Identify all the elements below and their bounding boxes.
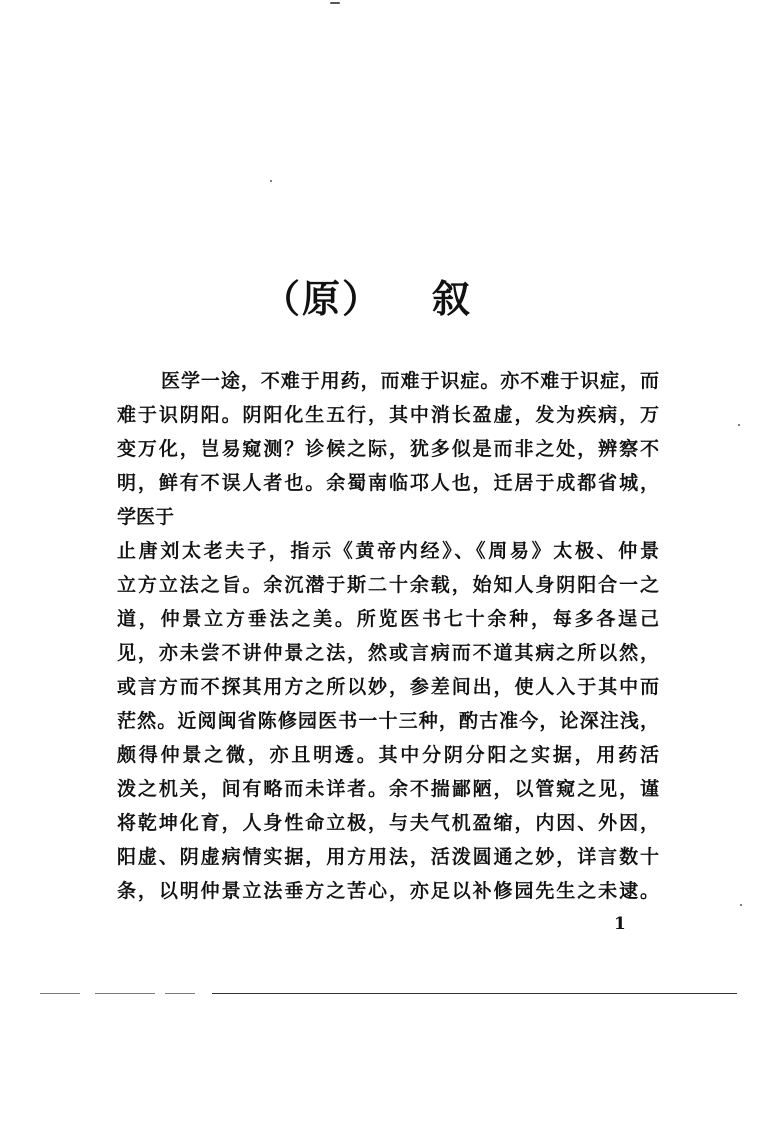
text-line: 医学一途，不难于用药，而难于识症。亦不难于识症，而: [161, 370, 659, 392]
scan-speck: [740, 904, 742, 906]
text-line: 道，仲景立方垂法之美。所览医书七十余种，每多各逞己: [117, 608, 659, 630]
text-line: 明，鲜有不误人者也。余蜀南临邛人也，迁居于成都省城，: [117, 472, 659, 494]
text-line: 见，亦未尝不讲仲景之法，然或言病而不道其病之所以然，: [117, 642, 659, 664]
text-line: 将乾坤化育，人身性命立极，与夫气机盈缩，内因、外因，: [117, 812, 659, 834]
text-line: 或言方而不探其用方之所以妙，参差间出，使人入于其中而: [117, 676, 659, 698]
text-line: 颇得仲景之微，亦且明透。其中分阴分阳之实据，用药活: [117, 744, 659, 766]
text-line: 立方立法之旨。余沉潜于斯二十余载，始知人身阴阳合一之: [117, 574, 659, 596]
scan-speck: [330, 2, 340, 4]
scan-speck: [270, 180, 272, 182]
text-line: 泼之机关，间有略而未详者。余不揣鄙陋，以管窥之见，谨: [117, 778, 659, 800]
scan-dash: [95, 993, 155, 994]
text-line: 难于识阴阳。阴阳化生五行，其中消长盈虚，发为疾病，万: [117, 404, 659, 426]
text-line: 学医于: [117, 506, 175, 528]
bottom-rule: [212, 993, 737, 994]
text-line: 条，以明仲景立法垂方之苦心，亦足以补修园先生之未逮。: [117, 880, 659, 902]
text-line: 阳虚、阴虚病情实据，用方用法，活泼圆通之妙，详言数十: [117, 846, 659, 868]
page-number: 1: [614, 914, 626, 934]
text-line: 茫然。近阅闽省陈修园医书一十三种，酌古准今，论深注浅，: [117, 710, 659, 732]
title-prefix: （原）: [262, 276, 383, 321]
text-line: 止唐刘太老夫子，指示《黄帝内经》、《周易》太极、仲景: [117, 540, 659, 562]
preface-text: [117, 364, 659, 908]
scan-dash: [165, 993, 195, 994]
scan-dash: [40, 993, 80, 994]
title-main: 叙: [432, 276, 473, 321]
page-title: [262, 268, 472, 323]
scan-speck: [738, 424, 740, 426]
text-line: 变万化，岂易窥测？诊候之际，犹多似是而非之处，辨察不: [117, 438, 659, 460]
